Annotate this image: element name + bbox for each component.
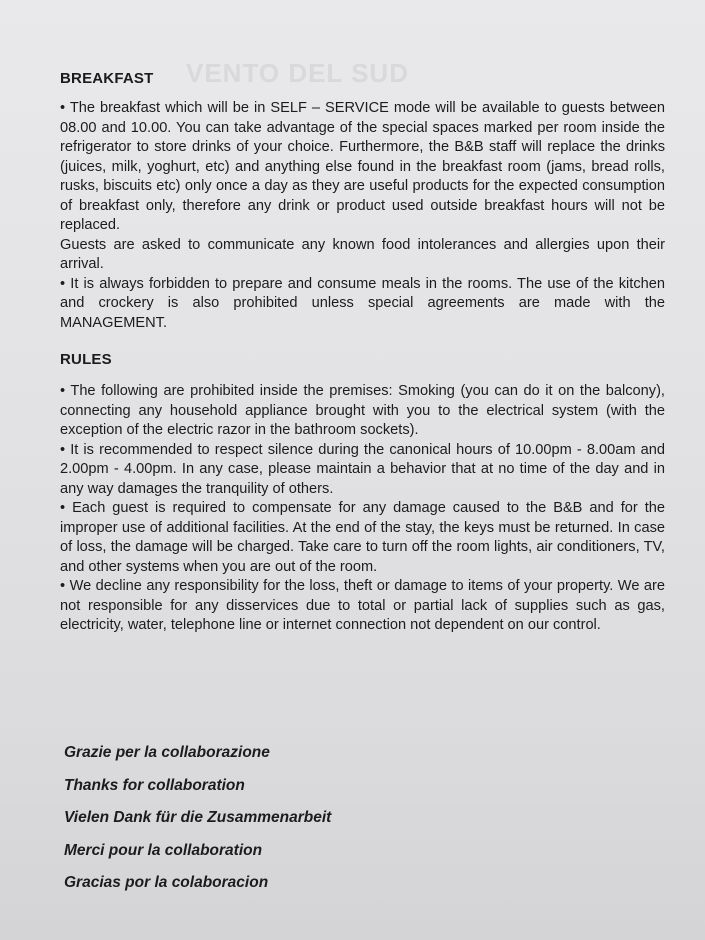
breakfast-paragraph-3: • It is always forbidden to prepare and consume meals in the rooms. The use of the kitchen and crockery is also prohibited unless special agreements are made with the MANAGEMENT. — [60, 275, 665, 334]
thanks-spanish: Gracias por la colaboracion — [64, 874, 269, 891]
breakfast-paragraph-1: • The breakfast which will be in SELF – SERVICE mode will be available to guests between 08.00 and 10.00. You can take advantage of the special spaces marked per room inside the refrigerator to store drinks of your choice. Furthermore, the B&B staff will replace the drinks (juices, milk, yoghurt, etc) and anything else found in the breakfast room (jams, bread rolls, rusks, biscuits etc) only once a day as they are useful products for the expected consumption of breakfast only, therefore any drink or product used outside breakfast hours will not be replaced. — [60, 99, 665, 236]
rules-item-3: • Each guest is required to compensate for any damage caused to the B&B and for the improper use of additional facilities. At the end of the stay, the keys must be returned. In case of loss, the damage will be charged. Take care to turn off the room lights, air conditioners, TV, and other systems when you are out of the room. — [60, 499, 665, 577]
thanks-french: Merci pour la collaboration — [64, 841, 263, 859]
thanks-german: Vielen Dank für die Zusammenarbeit — [64, 809, 332, 826]
closing-thanks — [64, 743, 331, 906]
breakfast-paragraph-2: Guests are asked to communicate any known food intolerances and allergies upon their arrival. — [60, 236, 665, 272]
watermark: VENTO DEL SUD — [186, 58, 409, 88]
thanks-english: Thanks for collaboration — [64, 776, 245, 794]
rules-item-4: • We decline any responsibility for the loss, theft or damage to items of your property. We are not responsible for any disservices due to total or partial lack of supplies such as gas, electricity, water, telephone line or internet connection not dependent on our control. — [60, 577, 665, 636]
rules-item-2: • It is recommended to respect silence during the canonical hours of 10.00pm - 8.00am and 2.00pm - 4.00pm. In any case, please maintain a behavior that at no time of the day and in any way damages the tranquility of others. — [60, 441, 665, 500]
rules-heading: RULES — [60, 351, 112, 368]
rules-item-1: • The following are prohibited inside the premises: Smoking (you can do it on the balcony), connecting any household appliance brought with you to the electrical system (with the exception of the electric razor in the bathroom sockets). — [60, 382, 665, 441]
thanks-italian: Grazie per la collaborazione — [64, 744, 270, 761]
document-content — [60, 70, 665, 636]
breakfast-heading: BREAKFAST — [60, 70, 154, 87]
